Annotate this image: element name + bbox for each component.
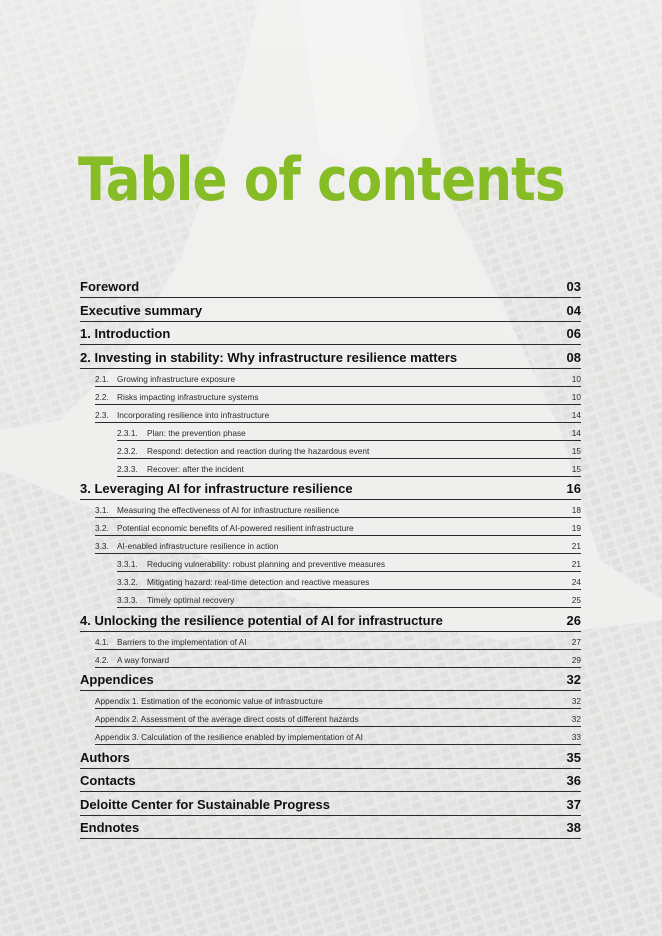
toc-entry-page: 18 xyxy=(571,505,581,515)
toc-entry-label: Appendix 3. Calculation of the resilience enabled by implementation of AI xyxy=(95,732,363,742)
toc-entry-page: 24 xyxy=(571,577,581,587)
toc-entry-number: 3.3.2. xyxy=(117,577,138,587)
toc-entry-page: 06 xyxy=(566,326,581,341)
toc-entry-2-3-1[interactable] xyxy=(117,423,581,441)
toc-entry-label: Appendix 1. Estimation of the economic value of infrastructure xyxy=(95,696,323,706)
toc-entry-label xyxy=(95,655,572,665)
toc-entry-4-2[interactable] xyxy=(95,650,581,668)
toc-entry-text: A way forward xyxy=(117,654,170,665)
toc-entry-appendix-2[interactable] xyxy=(95,709,581,727)
toc-entry-label: 3. Leveraging AI for infrastructure resilience xyxy=(80,481,353,496)
table-of-contents xyxy=(80,274,581,839)
toc-entry-section-2[interactable] xyxy=(80,345,581,369)
page-title: Table of contents xyxy=(78,145,565,215)
toc-entry-label xyxy=(117,446,572,456)
toc-entry-number: 2.3.2. xyxy=(117,445,138,456)
toc-entry-appendices[interactable] xyxy=(80,668,581,692)
toc-entry-page: 21 xyxy=(571,559,581,569)
toc-entry-page: 25 xyxy=(571,595,581,605)
toc-entry-foreword[interactable] xyxy=(80,274,581,298)
toc-entry-text: AI-enabled infrastructure resilience in action xyxy=(117,541,279,551)
toc-entry-label xyxy=(95,392,572,402)
toc-entry-2-2[interactable] xyxy=(95,387,581,405)
toc-entry-page: 10 xyxy=(571,391,581,402)
toc-entry-page: 15 xyxy=(571,463,581,474)
toc-entry-introduction[interactable] xyxy=(80,322,581,346)
toc-entry-label: Appendices xyxy=(80,672,154,687)
toc-entry-page: 10 xyxy=(571,373,581,384)
toc-entry-label xyxy=(117,428,572,438)
toc-entry-appendix-3[interactable] xyxy=(95,727,581,745)
toc-entry-label xyxy=(95,410,572,420)
toc-entry-page: 04 xyxy=(566,302,581,318)
toc-entry-2-3[interactable] xyxy=(95,405,581,423)
toc-entry-number: 2.3.1. xyxy=(117,427,138,438)
toc-entry-text: Respond: detection and reaction during the hazardous event xyxy=(147,445,370,456)
toc-entry-page: 35 xyxy=(566,749,581,765)
toc-entry-label: Deloitte Center for Sustainable Progress xyxy=(80,796,330,812)
toc-entry-text: Measuring the effectiveness of AI for infrastructure resilience xyxy=(117,505,340,515)
toc-entry-label: Authors xyxy=(80,749,130,765)
toc-entry-authors[interactable] xyxy=(80,745,581,769)
toc-entry-number: 2.1. xyxy=(95,373,109,384)
toc-entry-label xyxy=(117,595,572,605)
toc-entry-page: 32 xyxy=(566,672,581,687)
toc-entry-number: 3.2. xyxy=(95,523,109,533)
toc-entry-page: 15 xyxy=(571,445,581,456)
toc-entry-number: 2.2. xyxy=(95,391,109,402)
toc-entry-page: 19 xyxy=(571,523,581,533)
toc-entry-text: Growing infrastructure exposure xyxy=(117,373,236,384)
toc-entry-text: Reducing vulnerability: robust planning and preventive measures xyxy=(147,559,385,569)
toc-entry-label: Executive summary xyxy=(80,302,203,318)
toc-entry-appendix-1[interactable] xyxy=(95,691,581,709)
toc-entry-label xyxy=(117,464,572,474)
toc-entry-label: Contacts xyxy=(80,773,136,788)
toc-entry-label xyxy=(95,374,572,384)
toc-entry-2-3-3[interactable] xyxy=(117,459,581,477)
toc-entry-page: 14 xyxy=(571,409,581,420)
toc-entry-section-4[interactable] xyxy=(80,608,581,632)
toc-entry-page: 32 xyxy=(571,714,581,724)
toc-entry-3-3-1[interactable] xyxy=(117,554,581,572)
toc-entry-number: 4.1. xyxy=(95,636,109,647)
toc-entry-endnotes[interactable] xyxy=(80,816,581,840)
toc-entry-label xyxy=(95,541,572,551)
toc-entry-page: 14 xyxy=(571,427,581,438)
toc-entry-page: 21 xyxy=(571,541,581,551)
toc-entry-number: 3.1. xyxy=(95,505,109,515)
toc-entry-page: 32 xyxy=(571,696,581,706)
toc-entry-number: 3.3. xyxy=(95,541,109,551)
toc-entry-page: 16 xyxy=(566,481,581,496)
toc-entry-text: Plan: the prevention phase xyxy=(147,427,246,438)
toc-entry-section-3[interactable] xyxy=(80,477,581,501)
toc-entry-number: 3.3.1. xyxy=(117,559,138,569)
toc-entry-page: 33 xyxy=(571,732,581,742)
toc-entry-number: 2.3. xyxy=(95,409,109,420)
toc-entry-text: Risks impacting infrastructure systems xyxy=(117,391,259,402)
toc-entry-page: 37 xyxy=(566,796,581,812)
toc-entry-2-1[interactable] xyxy=(95,369,581,387)
toc-entry-3-3-2[interactable] xyxy=(117,572,581,590)
toc-entry-text: Mitigating hazard: real-time detection and reactive measures xyxy=(147,577,370,587)
toc-entry-2-3-2[interactable] xyxy=(117,441,581,459)
toc-entry-number: 3.3.3. xyxy=(117,595,138,605)
toc-entry-label: 4. Unlocking the resilience potential of AI for infrastructure xyxy=(80,612,443,628)
toc-entry-text: Barriers to the implementation of AI xyxy=(117,636,247,647)
toc-entry-3-2[interactable] xyxy=(95,518,581,536)
toc-entry-3-3[interactable] xyxy=(95,536,581,554)
toc-entry-label xyxy=(117,559,572,569)
toc-entry-page: 03 xyxy=(566,279,581,294)
toc-entry-contacts[interactable] xyxy=(80,769,581,793)
toc-entry-label xyxy=(95,523,572,533)
toc-entry-label: Endnotes xyxy=(80,820,140,835)
toc-entry-page: 27 xyxy=(571,636,581,647)
toc-entry-text: Recover: after the incident xyxy=(147,463,244,474)
toc-entry-label: Foreword xyxy=(80,279,140,294)
toc-entry-text: Incorporating resilience into infrastructure xyxy=(117,409,270,420)
toc-entry-label xyxy=(95,637,572,647)
toc-entry-page: 29 xyxy=(571,654,581,665)
toc-entry-page: 38 xyxy=(566,820,581,835)
toc-entry-page: 36 xyxy=(566,773,581,788)
toc-entry-executive-summary[interactable] xyxy=(80,298,581,322)
toc-entry-3-3-3[interactable] xyxy=(117,590,581,608)
toc-entry-text: Potential economic benefits of AI-powered resilient infrastructure xyxy=(117,523,354,533)
toc-entry-deloitte-center[interactable] xyxy=(80,792,581,816)
toc-entry-label xyxy=(117,577,572,587)
toc-entry-label xyxy=(95,505,572,515)
toc-entry-page: 08 xyxy=(566,349,581,365)
toc-entry-label: Appendix 2. Assessment of the average direct costs of different hazards xyxy=(95,714,359,724)
toc-entry-label: 2. Investing in stability: Why infrastructure resilience matters xyxy=(80,349,458,365)
toc-entry-page: 26 xyxy=(566,612,581,628)
toc-entry-4-1[interactable] xyxy=(95,632,581,650)
toc-entry-number: 2.3.3. xyxy=(117,463,138,474)
toc-entry-number: 4.2. xyxy=(95,654,109,665)
toc-entry-label: 1. Introduction xyxy=(80,326,171,341)
toc-entry-3-1[interactable] xyxy=(95,500,581,518)
toc-entry-text: Timely optimal recovery xyxy=(147,595,235,605)
